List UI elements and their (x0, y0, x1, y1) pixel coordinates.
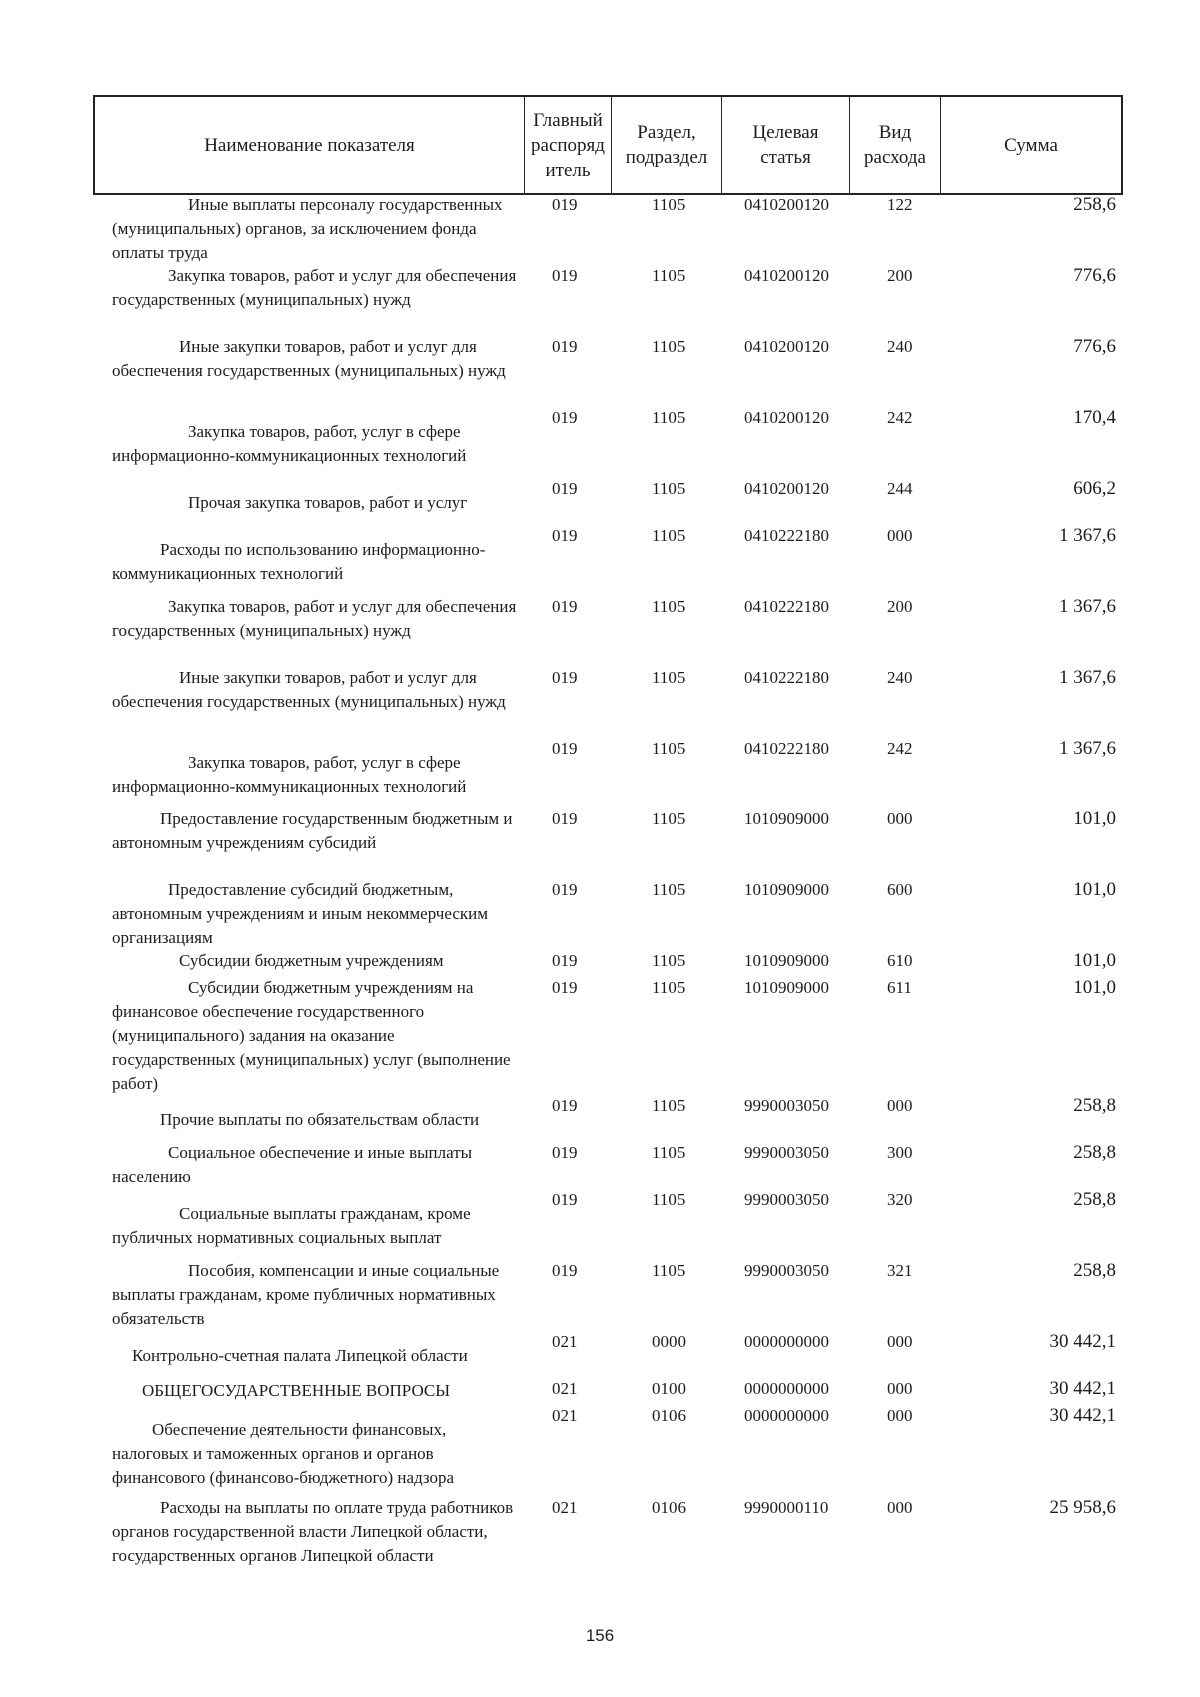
row-summa: 101,0 (1073, 977, 1116, 998)
row-name: Иные закупки товаров, работ и услуг для обеспечения государственных (муниципальных) нужд (112, 337, 506, 380)
row-glavny: 019 (552, 1143, 578, 1162)
row-summa: 258,6 (1073, 194, 1116, 215)
row-vid: 610 (887, 951, 913, 970)
row-razdel: 0100 (652, 1379, 686, 1398)
row-summa: 606,2 (1073, 478, 1116, 499)
header-razdel: Раздел, подраздел (612, 97, 722, 193)
row-summa: 258,8 (1073, 1095, 1116, 1116)
row-celevaya: 9990000110 (744, 1498, 829, 1517)
row-name: Закупка товаров, работ, услуг в сфере информационно-коммуникационных технологий (112, 422, 467, 465)
row-name: Иные закупки товаров, работ и услуг для обеспечения государственных (муниципальных) нужд (112, 668, 506, 711)
row-celevaya: 0410200120 (744, 266, 829, 285)
row-vid: 000 (887, 1332, 913, 1351)
row-summa: 258,8 (1073, 1189, 1116, 1210)
header-name: Наименование показателя (95, 97, 525, 193)
row-summa: 25 958,6 (1049, 1497, 1116, 1518)
row-name: Обеспечение деятельности финансовых, налоговых и таможенных органов и органов финансового (финансово-бюджетного) надзора (112, 1420, 455, 1487)
row-vid: 600 (887, 880, 913, 899)
row-vid: 242 (887, 408, 913, 427)
row-summa: 101,0 (1073, 950, 1116, 971)
row-summa: 170,4 (1073, 407, 1116, 428)
row-summa: 101,0 (1073, 808, 1116, 829)
row-name: Пособия, компенсации и иные социальные выплаты гражданам, кроме публичных нормативных обязательств (112, 1261, 500, 1328)
row-razdel: 1105 (652, 809, 686, 828)
row-celevaya: 0000000000 (744, 1332, 829, 1351)
page-number: 156 (585, 1626, 615, 1645)
row-celevaya: 0410222180 (744, 668, 829, 687)
row-summa: 1 367,6 (1059, 596, 1116, 617)
row-summa: 258,8 (1073, 1260, 1116, 1281)
row-razdel: 1105 (652, 337, 686, 356)
row-name: Расходы по использованию информационно-коммуникационных технологий (112, 540, 486, 583)
row-razdel: 1105 (652, 195, 686, 214)
row-name: Расходы на выплаты по оплате труда работников органов государственной власти Липецкой области, государственных органов Липецкой области (112, 1498, 514, 1565)
row-glavny: 019 (552, 951, 578, 970)
row-celevaya: 1010909000 (744, 978, 829, 997)
row-celevaya: 0410200120 (744, 479, 829, 498)
row-vid: 320 (887, 1190, 913, 1209)
row-vid: 200 (887, 266, 913, 285)
row-celevaya: 0410222180 (744, 739, 829, 758)
row-name: Предоставление государственным бюджетным и автономным учреждениям субсидий (112, 809, 513, 852)
row-glavny: 019 (552, 597, 578, 616)
row-razdel: 0106 (652, 1498, 686, 1517)
row-razdel: 0106 (652, 1406, 686, 1425)
row-celevaya: 0000000000 (744, 1406, 829, 1425)
row-celevaya: 1010909000 (744, 809, 829, 828)
row-name: ОБЩЕГОСУДАРСТВЕННЫЕ ВОПРОСЫ (142, 1381, 451, 1400)
header-summa: Сумма (1004, 134, 1058, 156)
row-celevaya: 9990003050 (744, 1261, 829, 1280)
row-vid: 321 (887, 1261, 913, 1280)
row-glavny: 019 (552, 526, 578, 545)
row-vid: 000 (887, 809, 913, 828)
row-razdel: 1105 (652, 266, 686, 285)
row-name: Закупка товаров, работ, услуг в сфере информационно-коммуникационных технологий (112, 753, 467, 796)
row-razdel: 0000 (652, 1332, 686, 1351)
row-summa: 30 442,1 (1049, 1331, 1116, 1352)
row-celevaya: 1010909000 (744, 951, 829, 970)
row-vid: 000 (887, 1379, 913, 1398)
row-glavny: 019 (552, 668, 578, 687)
row-razdel: 1105 (652, 1190, 686, 1209)
row-razdel: 1105 (652, 880, 686, 899)
row-vid: 244 (887, 479, 913, 498)
row-razdel: 1105 (652, 1143, 686, 1162)
row-summa: 30 442,1 (1049, 1378, 1116, 1399)
row-name: Прочая закупка товаров, работ и услуг (188, 493, 468, 512)
row-name: Прочие выплаты по обязательствам области (160, 1110, 480, 1129)
row-razdel: 1105 (652, 526, 686, 545)
row-name: Иные выплаты персоналу государственных (муниципальных) органов, за исключением фонда оплаты труда (112, 195, 503, 262)
row-summa: 776,6 (1073, 265, 1116, 286)
row-vid: 240 (887, 337, 913, 356)
row-glavny: 019 (552, 1190, 578, 1209)
row-glavny: 019 (552, 266, 578, 285)
row-vid: 000 (887, 526, 913, 545)
row-glavny: 019 (552, 978, 578, 997)
row-celevaya: 0000000000 (744, 1379, 829, 1398)
row-vid: 000 (887, 1498, 913, 1517)
row-razdel: 1105 (652, 1261, 686, 1280)
row-summa: 101,0 (1073, 879, 1116, 900)
row-name: Контрольно-счетная палата Липецкой области (132, 1346, 468, 1365)
row-name: Субсидии бюджетным учреждениям (179, 951, 444, 970)
row-razdel: 1105 (652, 978, 686, 997)
row-name: Предоставление субсидий бюджетным, автономным учреждениям и иным некоммерческим организациям (112, 880, 488, 947)
row-summa: 776,6 (1073, 336, 1116, 357)
row-vid: 200 (887, 597, 913, 616)
row-celevaya: 9990003050 (744, 1190, 829, 1209)
header-vid-rashoda: Вид расхода (850, 97, 941, 193)
row-glavny: 019 (552, 880, 578, 899)
row-celevaya: 1010909000 (744, 880, 829, 899)
row-razdel: 1105 (652, 951, 686, 970)
row-glavny: 021 (552, 1379, 578, 1398)
row-glavny: 021 (552, 1332, 578, 1351)
row-celevaya: 9990003050 (744, 1143, 829, 1162)
row-razdel: 1105 (652, 408, 686, 427)
table-header (93, 95, 1123, 195)
row-glavny: 019 (552, 739, 578, 758)
row-glavny: 019 (552, 337, 578, 356)
row-glavny: 019 (552, 408, 578, 427)
row-glavny: 019 (552, 479, 578, 498)
row-summa: 258,8 (1073, 1142, 1116, 1163)
row-vid: 300 (887, 1143, 913, 1162)
row-name: Социальное обеспечение и иные выплаты населению (112, 1143, 473, 1186)
row-celevaya: 9990003050 (744, 1096, 829, 1115)
row-glavny: 019 (552, 809, 578, 828)
row-summa: 1 367,6 (1059, 525, 1116, 546)
row-vid: 000 (887, 1096, 913, 1115)
row-razdel: 1105 (652, 597, 686, 616)
row-glavny: 019 (552, 1261, 578, 1280)
row-razdel: 1105 (652, 1096, 686, 1115)
row-vid: 000 (887, 1406, 913, 1425)
row-celevaya: 0410200120 (744, 337, 829, 356)
header-glavny-raspor: Главный распоряд итель (525, 97, 612, 193)
row-glavny: 019 (552, 1096, 578, 1115)
row-name: Социальные выплаты гражданам, кроме публичных нормативных социальных выплат (112, 1204, 471, 1247)
row-name: Субсидии бюджетным учреждениям на финансовое обеспечение государственного (муниципального) задания на оказание государственных (муниципальных) услуг (выполнение работ) (112, 978, 511, 1093)
row-summa: 1 367,6 (1059, 738, 1116, 759)
row-glavny: 019 (552, 195, 578, 214)
row-vid: 611 (887, 978, 912, 997)
row-vid: 122 (887, 195, 913, 214)
row-name: Закупка товаров, работ и услуг для обеспечения государственных (муниципальных) нужд (112, 597, 517, 640)
row-celevaya: 0410200120 (744, 195, 829, 214)
row-celevaya: 0410222180 (744, 526, 829, 545)
row-glavny: 021 (552, 1406, 578, 1425)
row-celevaya: 0410222180 (744, 597, 829, 616)
row-vid: 242 (887, 739, 913, 758)
header-celevaya-statya: Целевая статья (722, 97, 850, 193)
row-summa: 1 367,6 (1059, 667, 1116, 688)
row-vid: 240 (887, 668, 913, 687)
row-razdel: 1105 (652, 479, 686, 498)
row-razdel: 1105 (652, 668, 686, 687)
row-summa: 30 442,1 (1049, 1405, 1116, 1426)
row-name: Закупка товаров, работ и услуг для обеспечения государственных (муниципальных) нужд (112, 266, 517, 309)
row-razdel: 1105 (652, 739, 686, 758)
row-glavny: 021 (552, 1498, 578, 1517)
row-celevaya: 0410200120 (744, 408, 829, 427)
